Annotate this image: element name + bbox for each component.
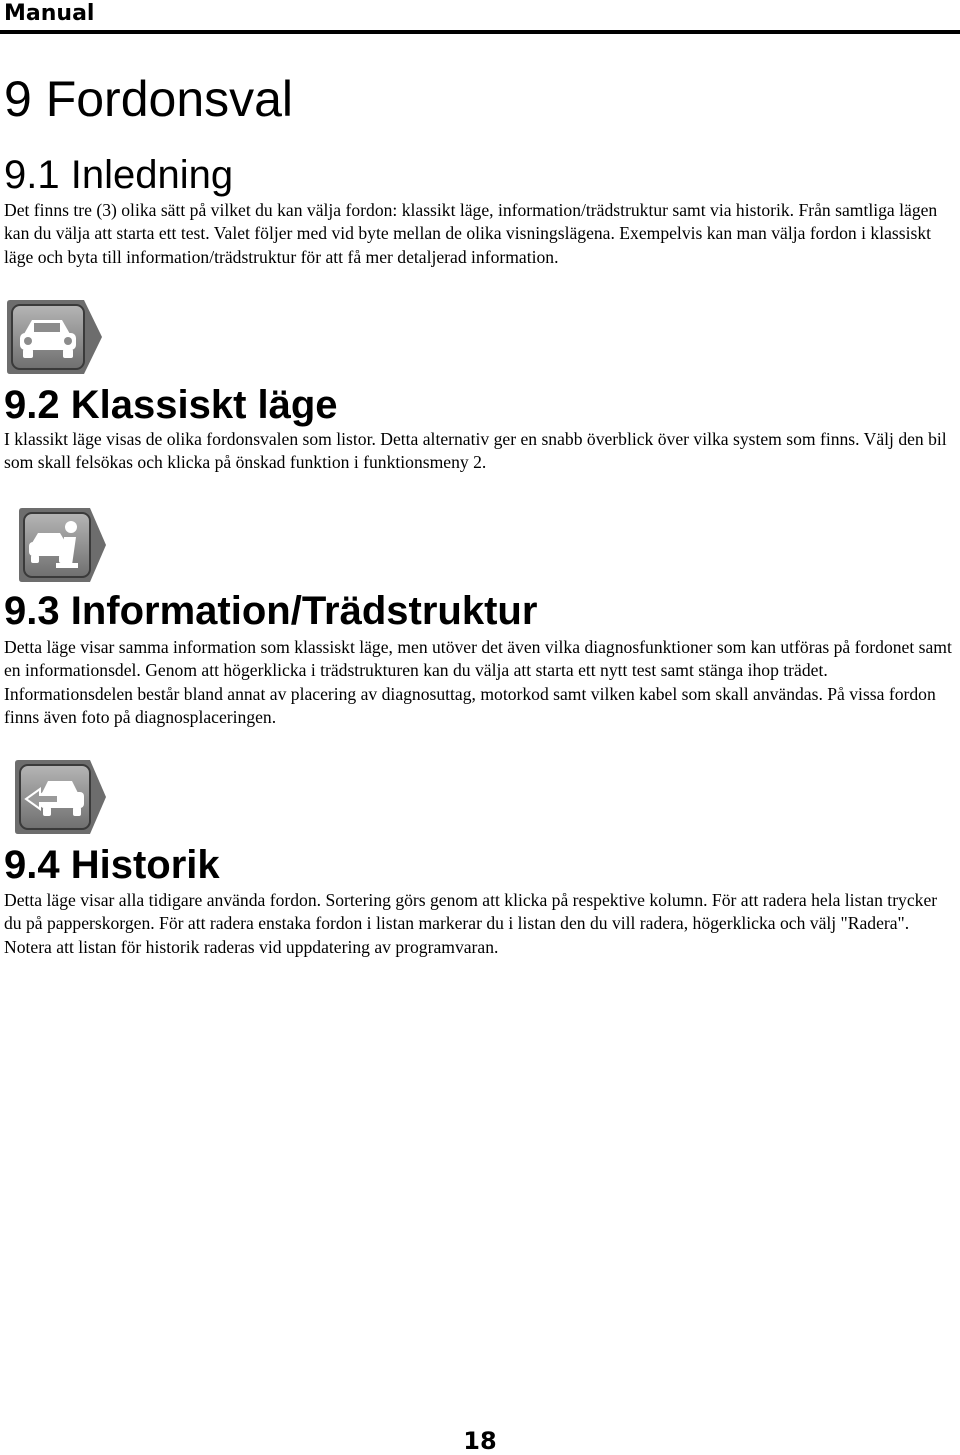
section-heading-historik: 9.4 Historik xyxy=(4,843,220,887)
car-history-icon xyxy=(12,757,108,837)
chapter-title: 9 Fordonsval xyxy=(4,71,294,127)
section-paragraph-klassiskt-lage: I klassikt läge visas de olika fordonsvalen som listor. Detta alternativ ger en snabb överblick över vilka system som finns. Välj den bil som skall felsökas och klicka på önskad funktion i funktionsmeny 2. xyxy=(4,429,947,473)
section-paragraph-information: Detta läge visar samma information som klassiskt läge, men utöver det även vilka diagnosfunktioner som kan utföras på fordonet samt en informationsdel. Genom att högerklicka i trädstrukturen kan du välja att starta ett nytt test samt stänga ihop trädet. Informationsdelen består bland annat av placering av diagnosuttag, motorkod samt vilken kabel som skall användas. På vissa fordon finns även foto på diagnosplaceringen. xyxy=(4,637,952,728)
section-heading-klassiskt-lage: 9.2 Klassiskt läge xyxy=(4,383,338,427)
section-heading-inledning: 9.1 Inledning xyxy=(4,153,234,197)
section-heading-information: 9.3 Information/Trädstruktur xyxy=(4,589,538,633)
car-front-icon xyxy=(4,296,104,378)
car-info-icon xyxy=(16,505,108,585)
header-rule xyxy=(0,30,960,34)
page-number: 18 xyxy=(463,1427,497,1455)
header-label: Manual xyxy=(4,1,95,26)
section-paragraph-historik: Detta läge visar alla tidigare använda fordon. Sortering görs genom att klicka på respektive kolumn. För att radera hela listan trycker du på papperskorgen. För att radera enstaka fordon i listan markerar du i listan den du vill radera, högerklicka och välj "Radera". Notera att listan för historik raderas vid uppdatering av programvaran. xyxy=(4,890,938,957)
section-paragraph-inledning: Det finns tre (3) olika sätt på vilket du kan välja fordon: klassikt läge, information/trädstruktur samt via historik. Från samtliga lägen kan du välja att starta ett test. Valet följer med vid byte mellan de olika visningslägena. Exempelvis kan man välja fordon i klassiskt läge och byta till information/trädstruktur för att få mer detaljerad information. xyxy=(4,200,938,267)
